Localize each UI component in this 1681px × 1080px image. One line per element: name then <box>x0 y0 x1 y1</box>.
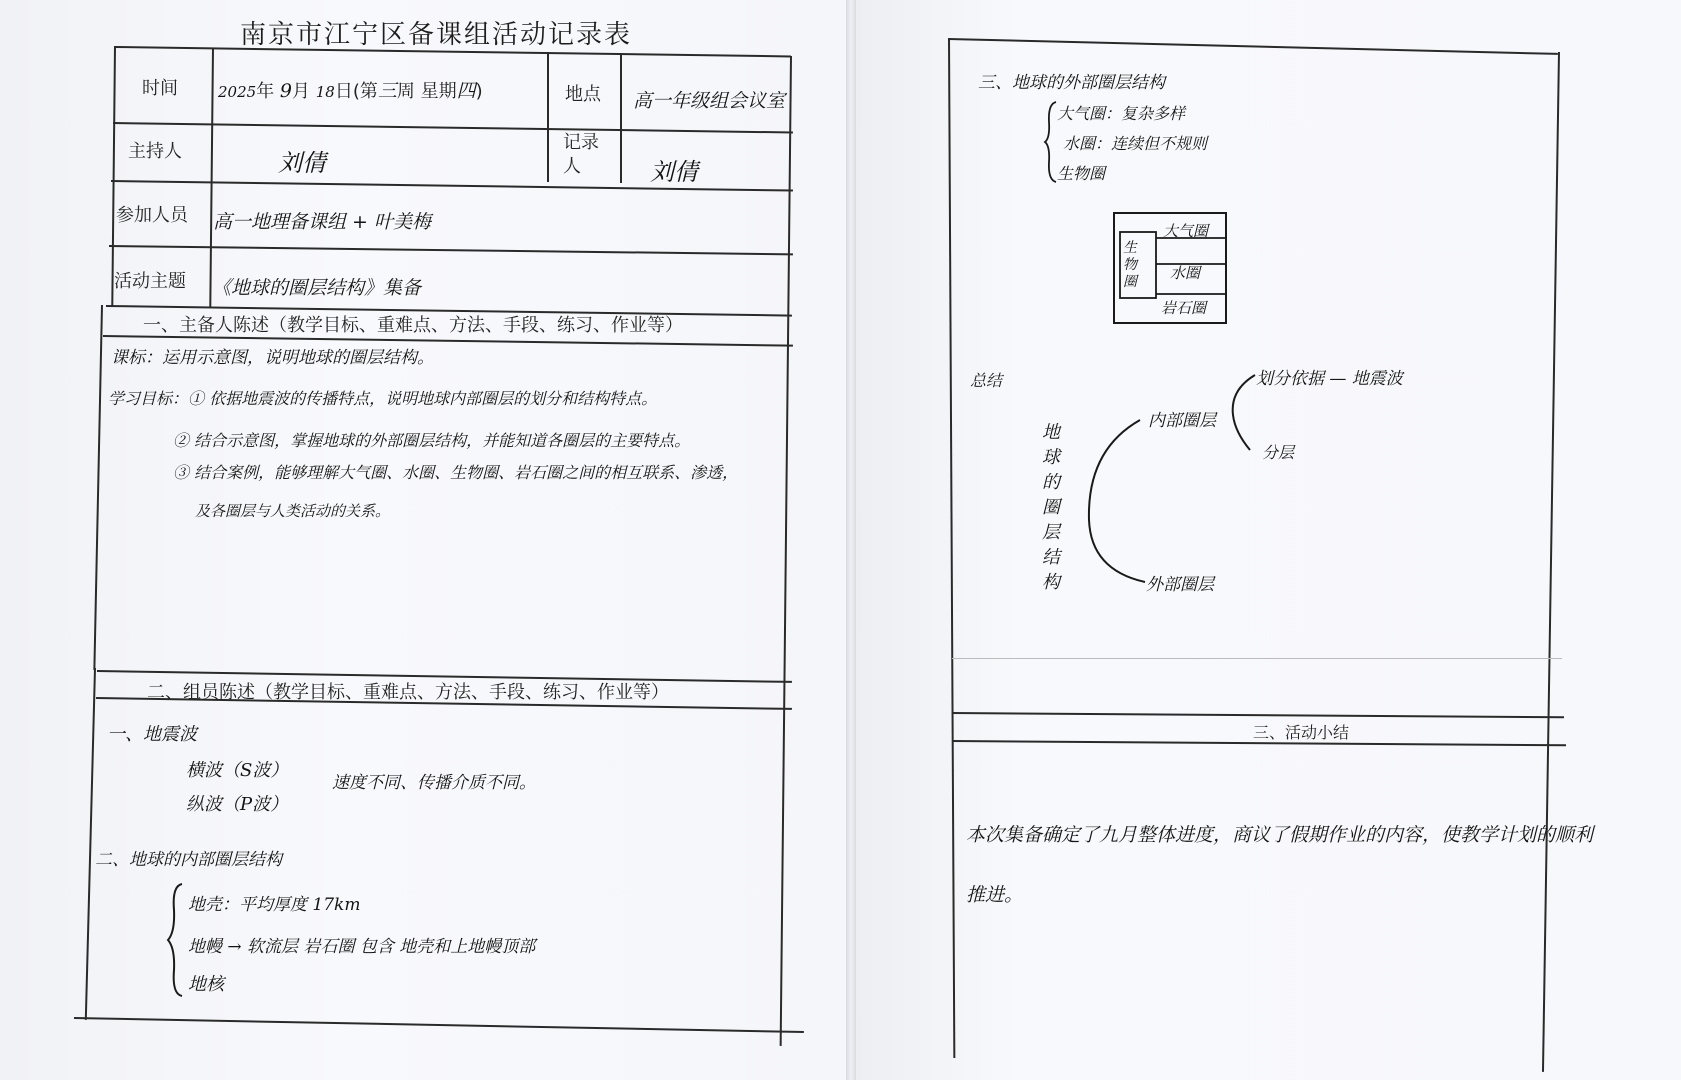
section1-heading: 一、主备人陈述（教学目标、重难点、方法、手段、练习、作业等） <box>143 315 683 336</box>
section2-heading: 二、组员陈述（教学目标、重难点、方法、手段、练习、作业等） <box>147 682 669 703</box>
date-week: 三 <box>377 80 397 102</box>
s2-wave-p: 纵波（P波） <box>186 794 289 815</box>
date-day: 18 <box>315 83 335 101</box>
s2-wave-s: 横波（S波） <box>186 760 289 781</box>
layer-node: 分层 <box>1262 443 1295 462</box>
label-recorder: 记录人 <box>563 132 599 177</box>
s1-line-3: ② 结合示意图，掌握地球的外部圈层结构，并能知道各圈层的主要特点。 <box>173 431 691 450</box>
s2-crust: 地壳：平均厚度 17km <box>188 895 361 915</box>
s1-line-4: ③ 结合案例，能够理解大气圈、水圈、生物圈、岩石圈之间的相互联系、渗透， <box>173 463 739 482</box>
box-atmos: 大气圈 <box>1163 222 1209 240</box>
summary-line-1: 本次集备确定了九月整体进度，商议了假期作业的内容，使教学计划的顺利 <box>966 824 1594 846</box>
s2-mantle: 地幔 → 软流层 岩石圈 包含 地壳和上地幔顶部 <box>188 937 536 957</box>
s1-line-1: 课标：运用示意图，说明地球的圈层结构。 <box>111 348 434 368</box>
date-weekday: 四 <box>456 80 476 102</box>
s1-line-2: 学习目标：① 依据地震波的传播特点，说明地球内部圈层的划分和结构特点。 <box>108 389 658 408</box>
host-value: 刘倩 <box>278 149 326 177</box>
s2-inner-title: 二、地球的内部圈层结构 <box>95 850 282 870</box>
s2-wave-note: 速度不同、传播介质不同。 <box>332 773 536 793</box>
s2-wave-title: 一、地震波 <box>107 724 197 745</box>
date-year: 2025 <box>218 83 257 101</box>
label-time: 时间 <box>142 78 178 99</box>
summary-line-2: 推进。 <box>966 884 1024 906</box>
day-suffix: 日(第 <box>334 81 378 102</box>
inner-node: 内部圈层 <box>1148 411 1216 431</box>
col-line-3 <box>620 53 622 183</box>
s2-core: 地核 <box>188 974 224 995</box>
week-suffix: 周 星期 <box>396 81 457 102</box>
form-title: 南京市江宁区备课组活动记录表 <box>240 20 633 50</box>
root-label: 地球的圈层结构 <box>1042 422 1060 593</box>
page-gutter <box>846 0 856 1080</box>
mindmap-branches <box>1085 370 1265 600</box>
summary-label: 总结 <box>970 371 1003 390</box>
recorder-value: 刘倩 <box>650 158 698 186</box>
basis-node: 划分依据 — 地震波 <box>1256 369 1403 389</box>
label-place: 地点 <box>565 84 601 105</box>
place-value: 高一年级组会议室 <box>633 90 786 112</box>
r-hydro: 水圈：连续但不规则 <box>1063 134 1208 153</box>
inner-brace <box>166 880 186 1000</box>
s1-line-5: 及各圈层与人类活动的关系。 <box>195 502 391 520</box>
r-atmos: 大气圈：复杂多样 <box>1057 104 1186 123</box>
col-line-2 <box>547 52 549 182</box>
theme-value: 《地球的圈层结构》集备 <box>212 277 422 299</box>
outer-brace <box>1044 100 1058 184</box>
date-close: ) <box>475 81 483 102</box>
r-outer-title: 三、地球的外部圈层结构 <box>978 73 1165 93</box>
section3-heading: 三、活动小结 <box>1253 723 1350 742</box>
r-bio: 生物圈 <box>1057 164 1106 183</box>
box-bio: 生物圈 <box>1123 240 1137 290</box>
date-line <box>218 76 483 103</box>
month-suffix: 月 <box>292 81 311 102</box>
label-participants: 参加人员 <box>116 205 188 226</box>
outer-node: 外部圈层 <box>1146 575 1214 595</box>
box-hydro: 水圈 <box>1170 264 1201 282</box>
year-suffix: 年 <box>256 81 275 102</box>
label-theme: 活动主题 <box>114 271 186 292</box>
participants-value: 高一地理备课组 + 叶美梅 <box>213 211 431 233</box>
r-row-line-3 <box>952 658 1562 659</box>
date-month: 9 <box>279 80 293 102</box>
label-host: 主持人 <box>128 141 182 162</box>
box-rock: 岩石圈 <box>1161 299 1207 317</box>
